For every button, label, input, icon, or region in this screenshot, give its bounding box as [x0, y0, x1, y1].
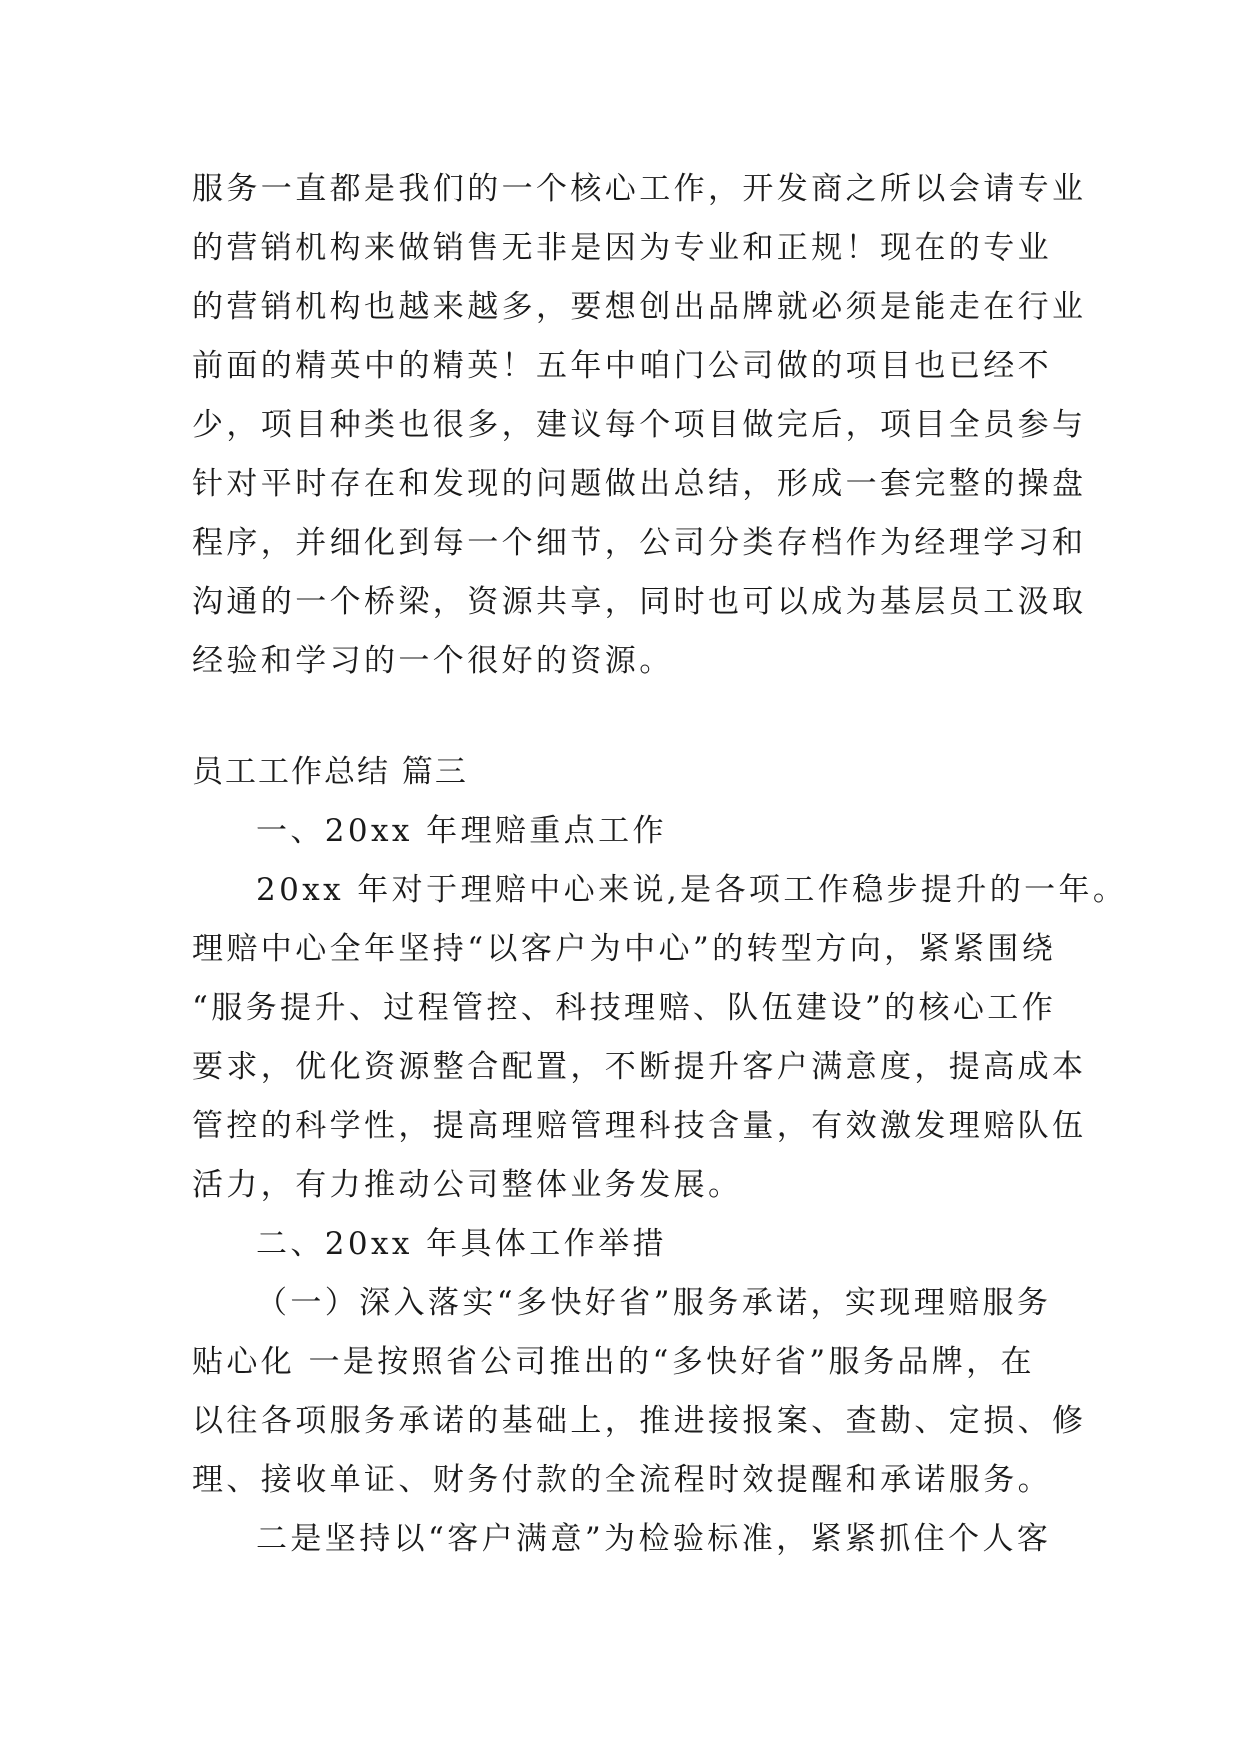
paragraph-line: 20xx 年对于理赔中心来说,是各项工作稳步提升的一年。: [256, 872, 1128, 908]
paragraph-line: 的营销机构来做销售无非是因为专业和正规！现在的专业: [192, 230, 1052, 266]
part1-paragraph: [192, 861, 1128, 1215]
paragraph-line: 沟通的一个桥梁，资源共享，同时也可以成为基层员工汲取: [192, 584, 1087, 620]
paragraph-line: 少，项目种类也很多，建议每个项目做完后，项目全员参与: [192, 407, 1087, 443]
paragraph-line: 理赔中心全年坚持“以客户为中心”的转型方向，紧紧围绕: [192, 931, 1057, 967]
intro-paragraph: [192, 160, 1087, 691]
paragraph-line: “服务提升、过程管控、科技理赔、队伍建设”的核心工作: [192, 990, 1057, 1026]
paragraph-line: 程序，并细化到每一个细节，公司分类存档作为经理学习和: [192, 525, 1087, 561]
paragraph-line: 以往各项服务承诺的基础上，推进接报案、查勘、定损、修: [192, 1403, 1087, 1439]
paragraph-line: 前面的精英中的精英！五年中咱门公司做的项目也已经不: [192, 348, 1052, 384]
article-title: 员工工作总结 篇三: [192, 754, 468, 790]
paragraph-line: 要求，优化资源整合配置，不断提升客户满意度，提高成本: [192, 1049, 1087, 1085]
section-gap: [192, 691, 1072, 743]
paragraph-line: 的营销机构也越来越多，要想创出品牌就必须是能走在行业: [192, 289, 1087, 325]
section-heading: 二、20xx 年具体工作举措: [256, 1226, 667, 1262]
paragraph-line: 活力，有力推动公司整体业务发展。: [192, 1167, 743, 1203]
paragraph-line: 针对平时存在和发现的问题做出总结，形成一套完整的操盘: [192, 466, 1087, 502]
section-heading: 一、20xx 年理赔重点工作: [256, 813, 667, 849]
paragraph-line: 贴心化 一是按照省公司推出的“多快好省”服务品牌，在: [192, 1344, 1035, 1380]
part2-paragraph: [192, 1274, 1087, 1569]
document-page: [192, 160, 1128, 1569]
paragraph-line: （一）深入落实“多快好省”服务承诺，实现理赔服务: [256, 1285, 1052, 1321]
paragraph-line: 经验和学习的一个很好的资源。: [192, 643, 674, 679]
paragraph-line: 服务一直都是我们的一个核心工作，开发商之所以会请专业: [192, 171, 1087, 207]
paragraph-line: 管控的科学性，提高理赔管理科技含量，有效激发理赔队伍: [192, 1108, 1087, 1144]
paragraph-line: 二是坚持以“客户满意”为检验标准，紧紧抓住个人客: [256, 1521, 1052, 1557]
paragraph-line: 理、接收单证、财务付款的全流程时效提醒和承诺服务。: [192, 1462, 1052, 1498]
